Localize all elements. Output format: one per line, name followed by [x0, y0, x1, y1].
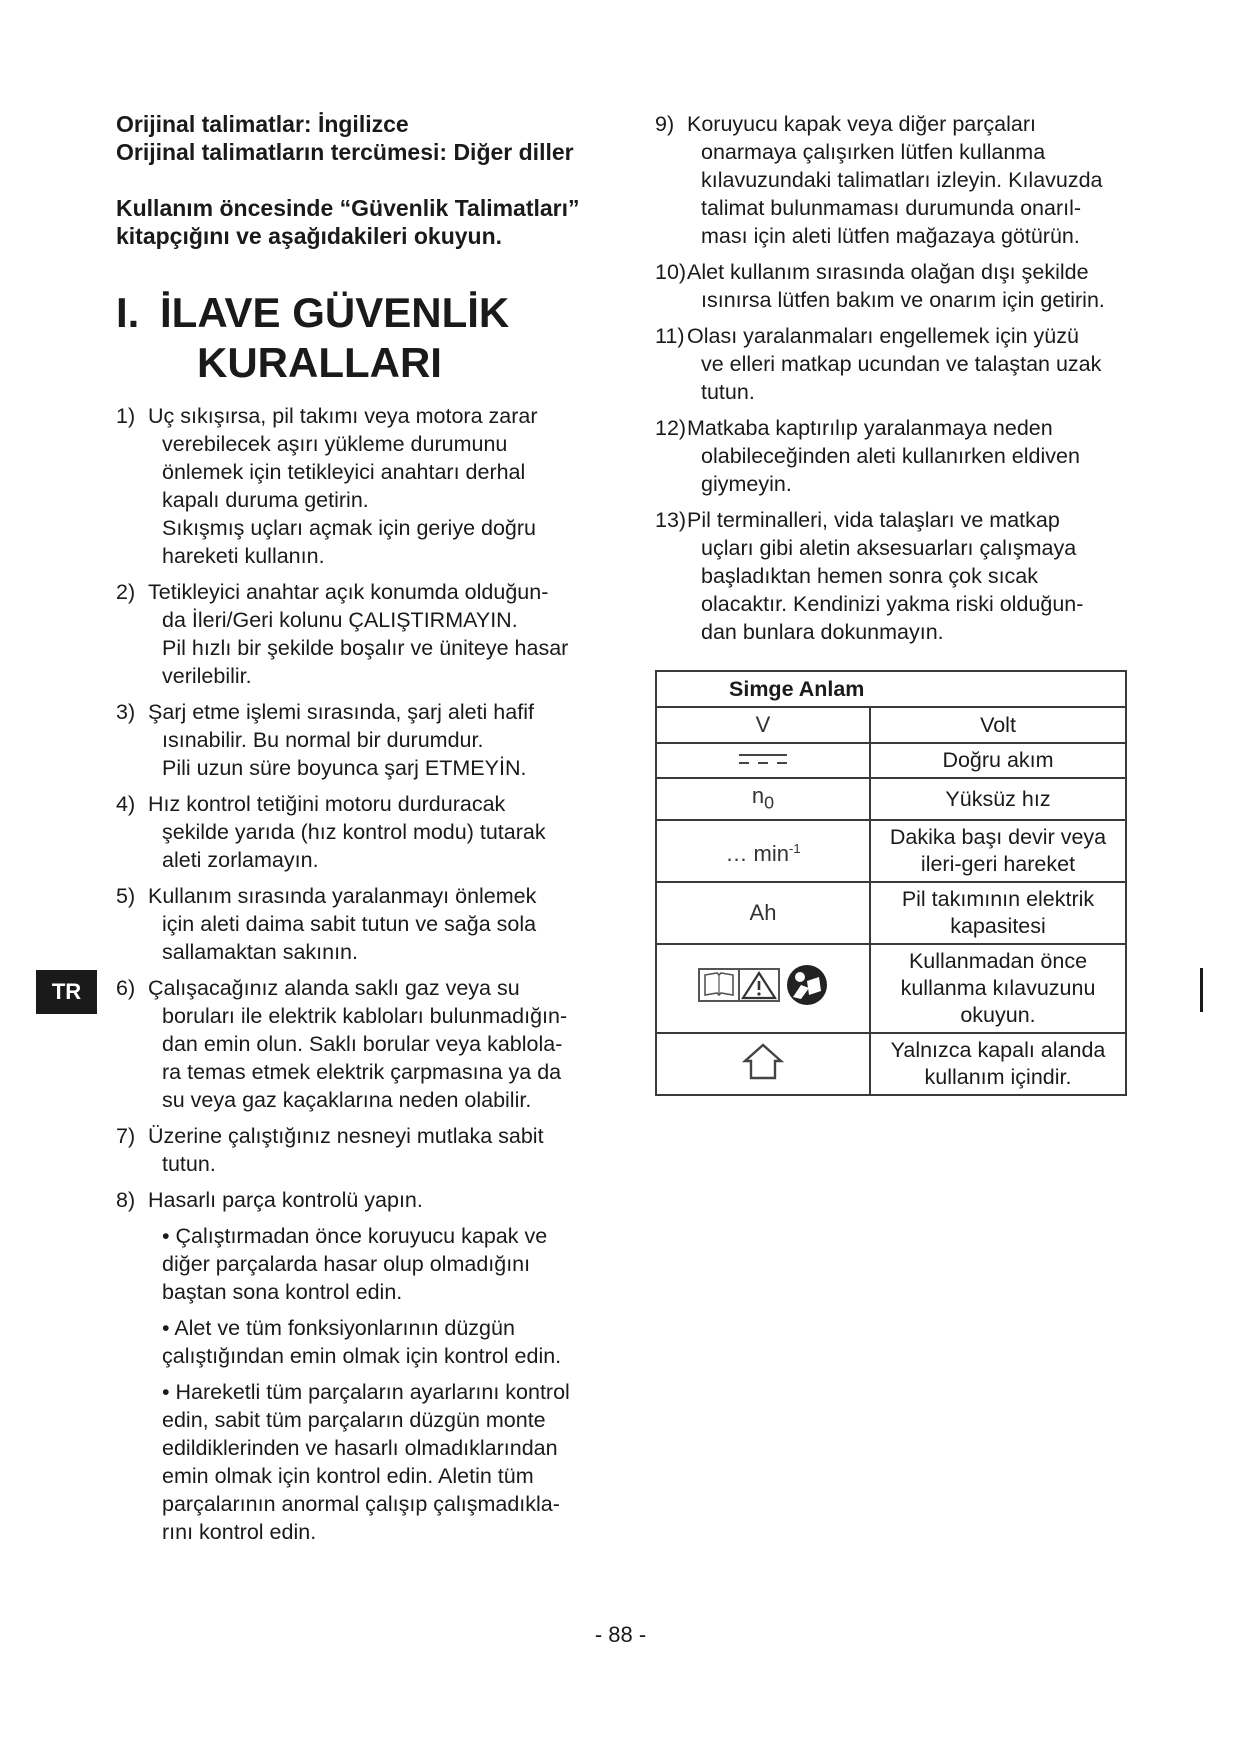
list-item: 9) Koruyucu kapak veya diğer parçaları onarmaya çalışırken lütfen kullanma kılavuzundaki talimatları izleyin. Kılavuzda talimat bulunmaması durumunda onarıl- ması için aleti lütfen mağazaya götürün.	[655, 112, 1103, 248]
symbol-cell: Ah	[656, 882, 870, 944]
meaning-cell: Yalnızca kapalı alanda kullanım içindir.	[870, 1033, 1126, 1095]
rules-list-left	[116, 402, 606, 1546]
meaning-cell: Dakika başı devir veya ileri-geri hareket	[870, 820, 1126, 882]
language-tab: TR	[36, 970, 97, 1014]
edge-marker	[1200, 968, 1203, 1012]
bullet-item: • Hareketli tüm parçaların ayarlarını kontrol edin, sabit tüm parçaların düzgün monte edildiklerinden ve hasarlı olmadıklarından emin olmak için kontrol edin. Aletin tüm parçalarının anormal çalışıp çalışmadıkla- rını kontrol edin.	[162, 1380, 570, 1544]
table-row	[656, 820, 1126, 882]
section-number: I.	[116, 289, 140, 336]
original-language-note: Orijinal talimatlar: İngilizce	[116, 111, 409, 137]
list-item: 7) Üzerine çalıştığınız nesneyi mutlaka sabit tutun.	[116, 1124, 544, 1176]
section-title-line1: İLAVE GÜVENLİK	[160, 289, 510, 336]
read-instructions-line1: Kullanım öncesinde “Güvenlik Talimatları”	[116, 195, 580, 221]
meaning-cell: Pil takımının elektrik kapasitesi	[870, 882, 1126, 944]
list-item: 1) Uç sıkışırsa, pil takımı veya motora zarar verebilecek aşırı yükleme durumunu önlemek için tetikleyici anahtarı derhal kapalı duruma getirin. Sıkışmış uçları açmak için geriye doğru hareketi kullanın.	[116, 404, 538, 568]
list-item: 10)Alet kullanım sırasında olağan dışı şekilde ısınırsa lütfen bakım ve onarım için getirin.	[655, 260, 1105, 312]
rules-list-right	[655, 110, 1135, 646]
symbol-cell	[656, 1033, 870, 1095]
dc-current-icon	[737, 751, 789, 767]
symbol-cell: … $\min^{-1}$	[656, 820, 870, 882]
list-item: 8) Hasarlı parça kontrolü yapın. • Çalıştırmadan önce koruyucu kapak ve diğer parçalarda hasar olup olmadığını baştan sona kontrol edin. • Alet ve tüm fonksiyonlarının düzgün çalıştığından emin olmak için kontrol edin. • Hareketli tüm parçaların ayarlarını kontrol edin, sabit tüm parçaların düzgün monte edildiklerinden ve hasarlı olmadıklarından emin olmak için kontrol edin. Aletin tüm parçalarının anormal çalışıp çalışmadıkla- rını kontrol edin.	[116, 1186, 606, 1546]
table-row	[656, 743, 1126, 778]
list-item: 5) Kullanım sırasında yaralanmayı önlemek için aleti daima sabit tutun ve sağa sola sallamaktan sakının.	[116, 884, 537, 964]
meaning-cell: Doğru akım	[870, 743, 1126, 778]
read-instructions-line2: kitapçığını ve aşağıdakileri okuyun.	[116, 223, 503, 249]
meaning-cell: Yüksüz hız	[870, 778, 1126, 820]
table-row	[656, 882, 1126, 944]
list-item: 4) Hız kontrol tetiğini motoru durduracak şekilde yarıda (hız kontrol modu) tutarak aleti zorlamayın.	[116, 792, 546, 872]
indoor-use-icon	[739, 1041, 787, 1081]
list-item: 6) Çalışacağınız alanda saklı gaz veya su boruları ile elektrik kabloları bulunmadığın- dan emin olun. Saklı borular veya kablola- ra temas etmek elektrik çarpmasına ya da su veya gaz kaçaklarına neden olabilir.	[116, 976, 568, 1112]
list-item: 11) Olası yaralanmaları engellemek için yüzü ve elleri matkap ucundan ve talaştan uzak tutun.	[655, 324, 1102, 404]
table-row	[656, 707, 1126, 743]
right-column	[655, 110, 1135, 1096]
bullet-item: • Alet ve tüm fonksiyonlarının düzgün çalıştığından emin olmak için kontrol edin.	[162, 1316, 562, 1368]
section-title	[116, 288, 606, 388]
symbol-cell: $n_0$	[656, 778, 870, 820]
section-title-line2: KURALLARI	[197, 339, 442, 386]
table-header-row	[656, 671, 1126, 707]
read-manual-icon	[697, 961, 829, 1009]
bullet-item: • Çalıştırmadan önce koruyucu kapak ve diğer parçalarda hasar olup olmadığını baştan sona kontrol edin.	[162, 1224, 548, 1304]
meaning-cell: Kullanmadan önce kullanma kılavuzunu okuyun.	[870, 944, 1126, 1033]
list-item: 3) Şarj etme işlemi sırasında, şarj aleti hafif ısınabilir. Bu normal bir durumdur. Pili uzun süre boyunca şarj ETMEYİN.	[116, 700, 534, 780]
symbol-cell	[656, 944, 870, 1033]
left-column	[116, 110, 606, 1554]
page-number: - 88 -	[594, 1622, 647, 1647]
symbol-table	[655, 670, 1127, 1096]
list-item: 12)Matkaba kaptırılıp yaralanmaya neden olabileceğinden aleti kullanırken eldiven giymeyin.	[655, 416, 1080, 496]
symbol-cell: V	[656, 707, 870, 743]
meaning-cell: Volt	[870, 707, 1126, 743]
translation-note: Orijinal talimatların tercümesi: Diğer diller	[116, 139, 574, 165]
table-row	[656, 1033, 1126, 1095]
symbol-cell	[656, 743, 870, 778]
table-row	[656, 944, 1126, 1033]
list-item: 13)Pil terminalleri, vida talaşları ve matkap uçları gibi aletin aksesuarları çalışmaya başladıktan hemen sonra çok sıcak olacaktır. Kendinizi yakma riski olduğun- dan bunlara dokunmayın.	[655, 508, 1084, 644]
table-header: Simge Anlam	[656, 671, 1126, 707]
list-item: 2) Tetikleyici anahtar açık konumda olduğun- da İleri/Geri kolunu ÇALIŞTIRMAYIN. Pil hızlı bir şekilde boşalır ve üniteye hasar verilebilir.	[116, 580, 569, 688]
table-row	[656, 778, 1126, 820]
